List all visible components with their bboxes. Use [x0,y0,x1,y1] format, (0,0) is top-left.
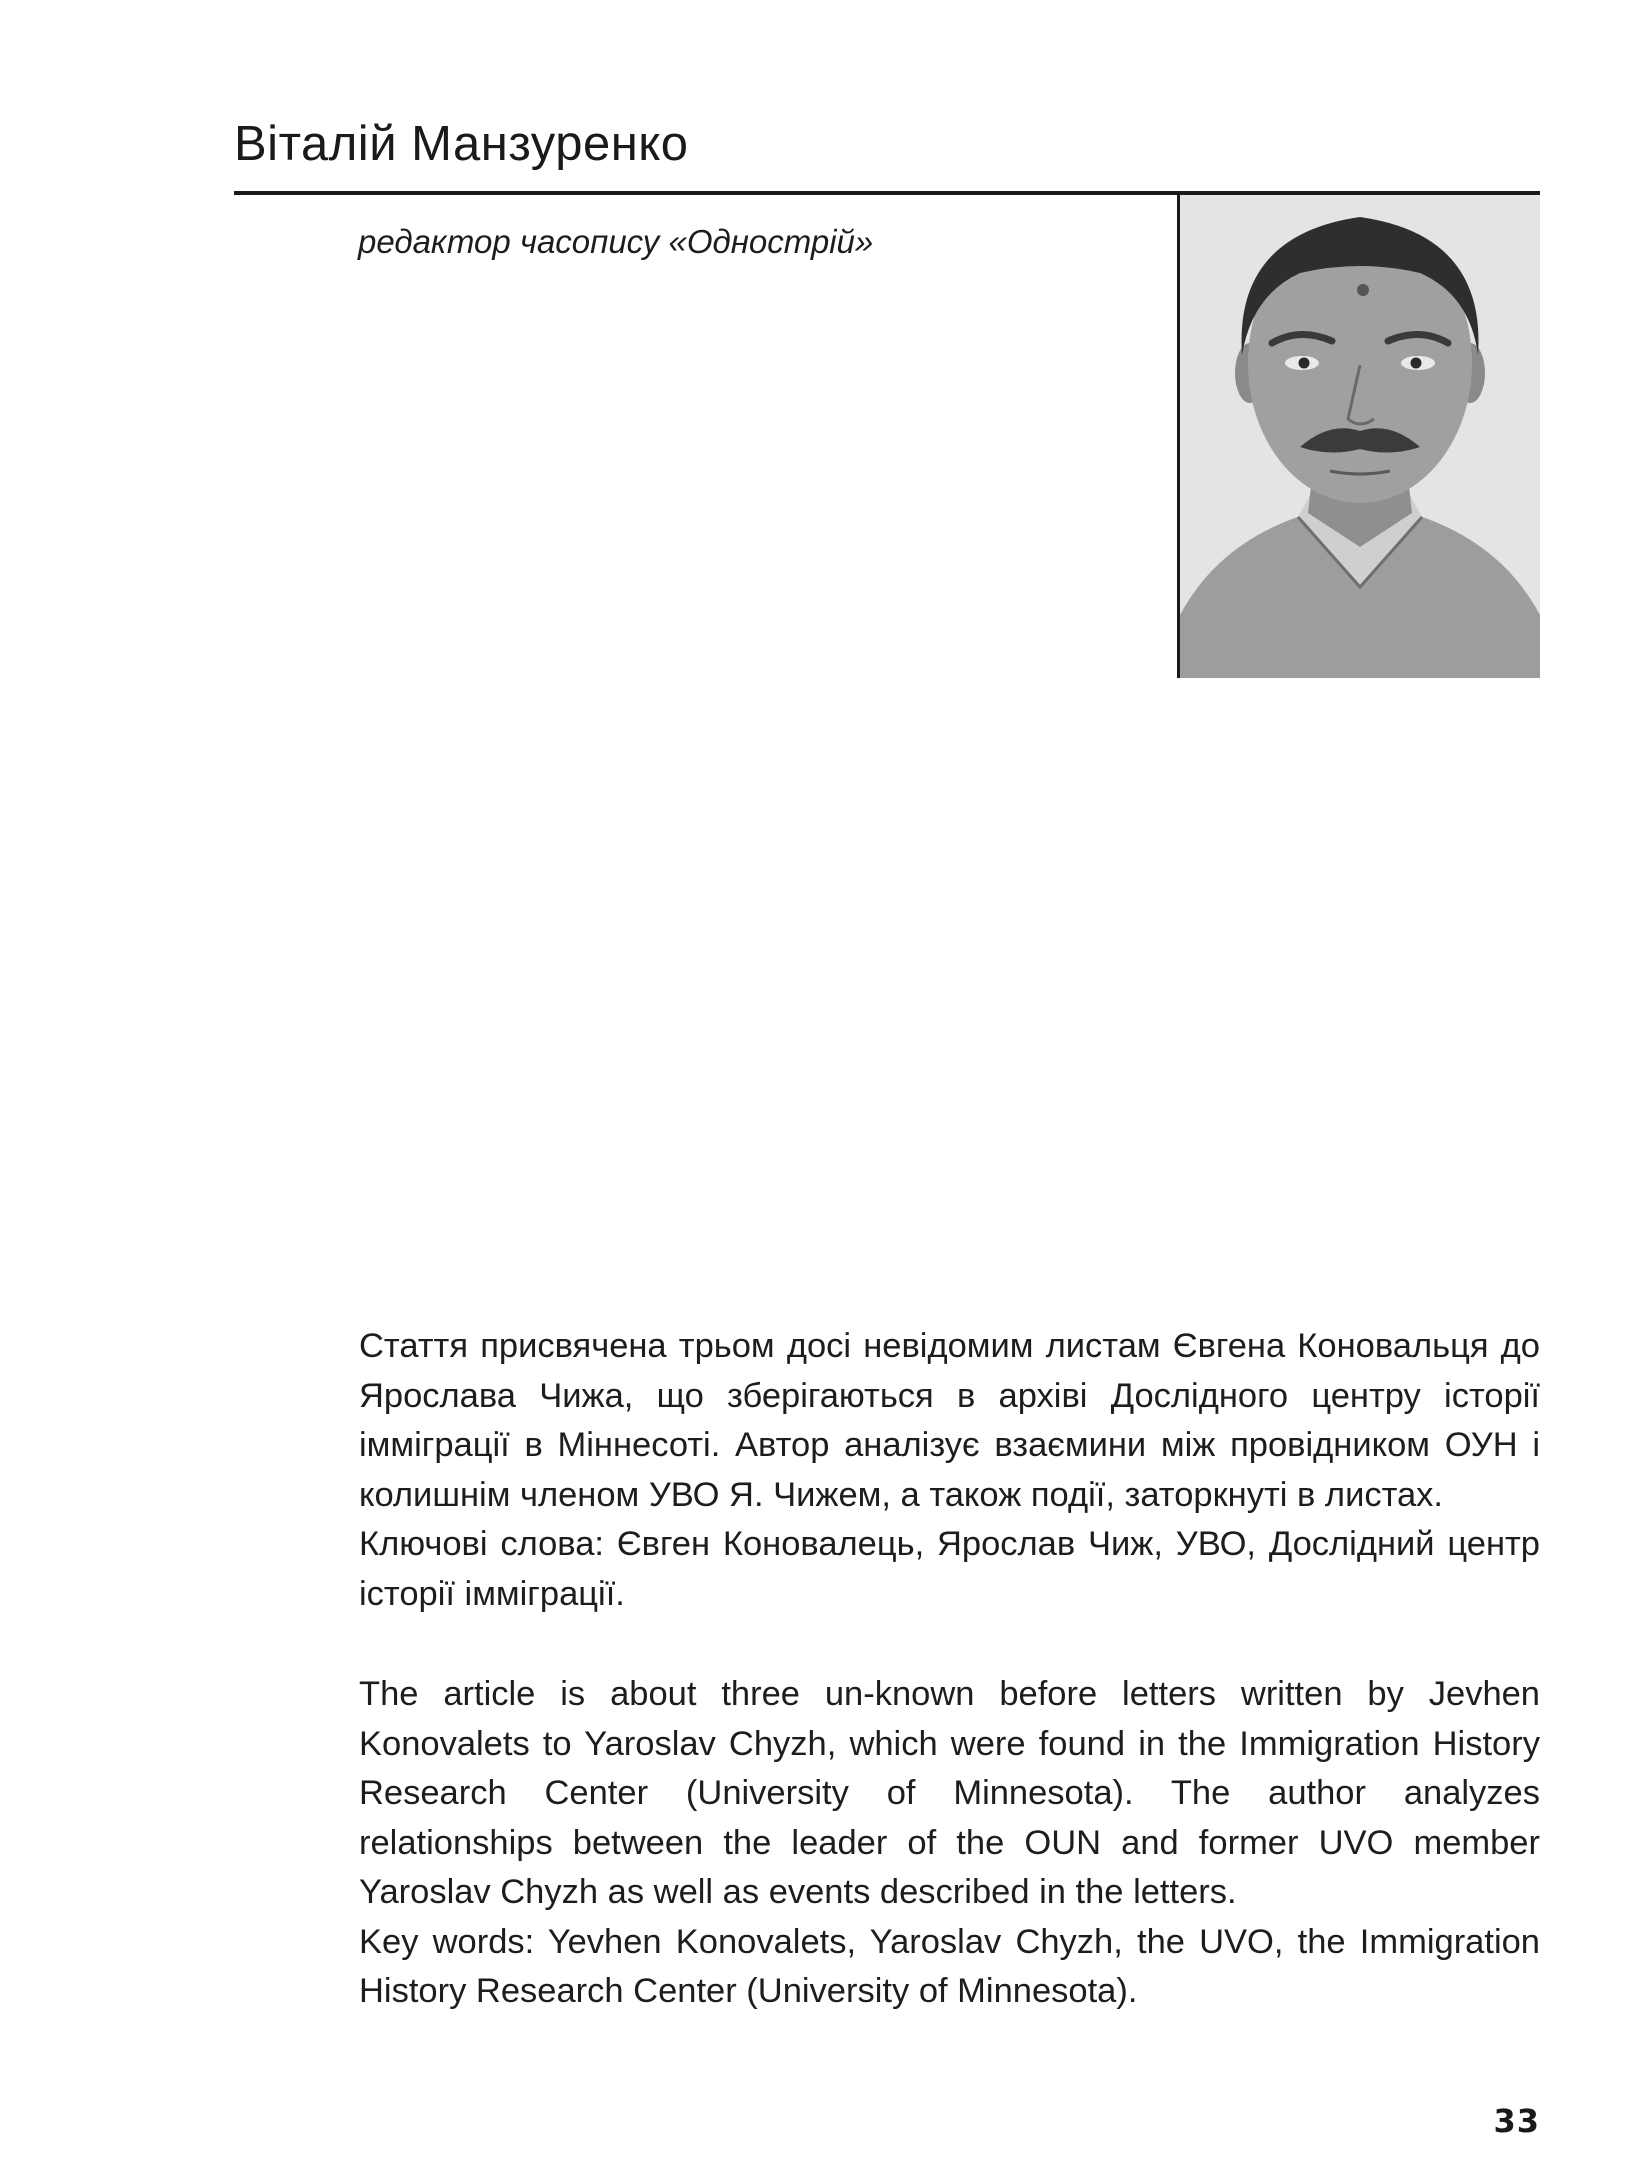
abstract-english-text: The article is about three un-known before letters written by Jevhen Konovalets to Yaroslav Chyzh, which were found in the Immigration History Research Center (University of Minnesota). The author analyzes relationships between the leader of the OUN and former UVO member Yaroslav Chyzh as well as events described in the letters. [359,1675,1540,1911]
abstract-ukrainian [359,1322,1540,1619]
abstract-english [359,1670,1540,2017]
author-name: Віталій Манзуренко [234,117,689,171]
author-role: редактор часопису «Однострій» [358,223,874,260]
author-portrait-icon [1180,195,1540,678]
page-number: 33 [1493,2102,1540,2140]
author-photo [1177,195,1540,678]
keywords-english: Key words: Yevhen Konovalets, Yaroslav Chyzh, the UVO, the Immigration History Research Center (University of Minnesota). [359,1922,1540,2010]
abstract-ukrainian-text: Стаття присвячена трьом досі невідомим листам Євгена Коновальця до Ярослава Чижа, що зберігаються в архіві Дослідного центру історії іммiграції в Міннесоті. Автор аналізує взаємини між провідником ОУН і колишнім членом УВО Я. Чижем, а також події, заторкнуті в листах. [359,1327,1540,1514]
keywords-ukrainian: Ключові слова: Євген Коновалець, Ярослав Чиж, УВО, Дослідний центр історії імміграції. [359,1525,1540,1613]
